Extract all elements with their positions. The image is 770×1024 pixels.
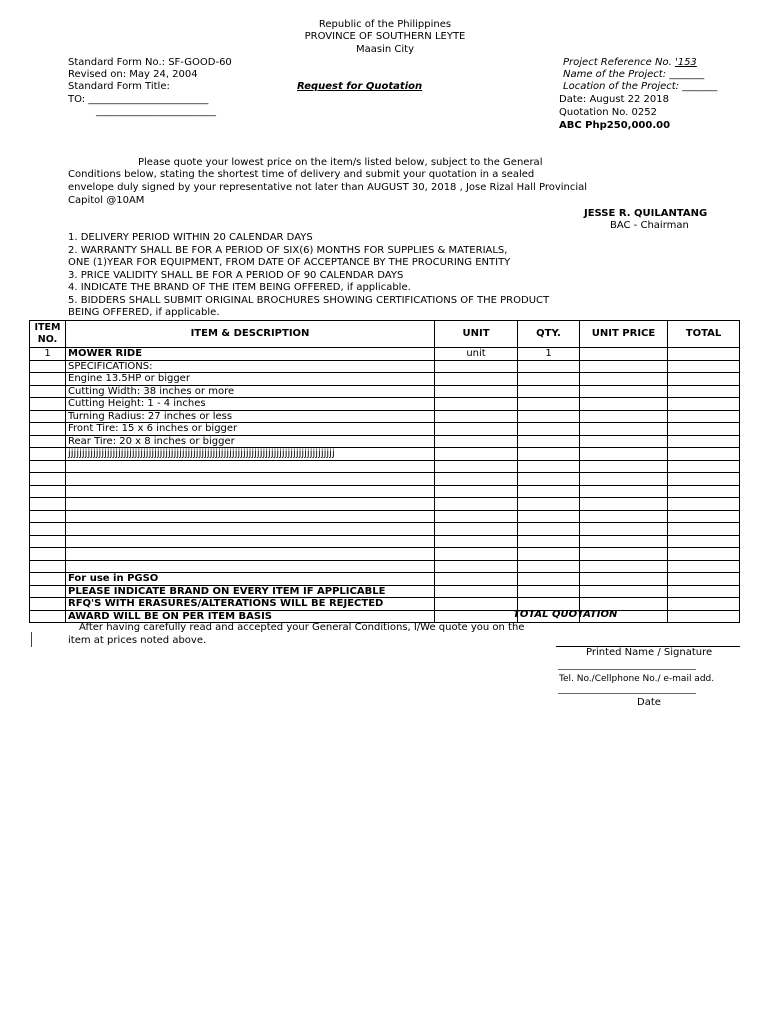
- unit-price-cell: [580, 448, 668, 461]
- unit-price-cell: [580, 435, 668, 448]
- item-no-cell: [30, 423, 66, 436]
- table-row: [30, 410, 740, 423]
- item-no-cell: [30, 585, 66, 598]
- qty-cell: [518, 548, 580, 561]
- table-row: [30, 460, 740, 473]
- qty-cell: [518, 423, 580, 436]
- unit-cell: [435, 435, 518, 448]
- item-no-cell: [30, 598, 66, 611]
- margin-marker: [31, 632, 32, 647]
- description-cell: Rear Tire: 20 x 8 inches or bigger: [66, 435, 435, 448]
- item-no-cell: [30, 523, 66, 536]
- date-line: [558, 693, 696, 694]
- item-no-cell: [30, 548, 66, 561]
- project-reference-value: '153: [674, 57, 697, 68]
- unit-cell: [435, 360, 518, 373]
- revised-date: Revised on: May 24, 2004: [68, 69, 198, 80]
- total-cell: [668, 585, 740, 598]
- header-item-no: ITEM NO.: [30, 321, 66, 348]
- unit-cell: [435, 385, 518, 398]
- table-row: [30, 610, 740, 623]
- to-field-line2: ________________________: [96, 106, 216, 117]
- header-unit: UNIT: [435, 321, 518, 348]
- description-cell: [66, 523, 435, 536]
- table-row: [30, 548, 740, 561]
- quotation-number: Quotation No. 0252: [559, 107, 657, 118]
- description-cell: [66, 473, 435, 486]
- condition-item: BEING OFFERED, if applicable.: [68, 307, 220, 318]
- description-cell: Cutting Width: 38 inches or more: [66, 385, 435, 398]
- signatory-title: BAC - Chairman: [610, 220, 689, 231]
- total-cell: [668, 560, 740, 573]
- unit-price-cell: [580, 548, 668, 561]
- total-cell: [668, 535, 740, 548]
- table-row: [30, 560, 740, 573]
- condition-item: 3. PRICE VALIDITY SHALL BE FOR A PERIOD OF 90 CALENDAR DAYS: [68, 270, 404, 281]
- total-cell: [668, 510, 740, 523]
- project-reference: [563, 57, 697, 69]
- total-cell: [668, 423, 740, 436]
- header-total: TOTAL: [668, 321, 740, 348]
- unit-price-cell: [580, 510, 668, 523]
- unit-cell: [435, 535, 518, 548]
- unit-price-cell: [580, 348, 668, 361]
- qty-cell: [518, 398, 580, 411]
- unit-cell: [435, 398, 518, 411]
- qty-cell: [518, 460, 580, 473]
- republic-text: Republic of the Philippines: [318, 19, 452, 30]
- qty-cell: [518, 435, 580, 448]
- total-cell: [668, 573, 740, 586]
- intro-line-4: Capitol @10AM: [68, 195, 145, 206]
- qty-cell: [518, 573, 580, 586]
- description-cell: [66, 535, 435, 548]
- description-cell: Engine 13.5HP or bigger: [66, 373, 435, 386]
- table-row: [30, 360, 740, 373]
- total-cell: [668, 548, 740, 561]
- condition-item: ONE (1)YEAR FOR EQUIPMENT, FROM DATE OF ACCEPTANCE BY THE PROCURING ENTITY: [68, 257, 511, 268]
- item-no-cell: [30, 410, 66, 423]
- date-label: Date: [637, 697, 661, 708]
- description-cell: RFQ'S WITH ERASURES/ALTERATIONS WILL BE REJECTED: [66, 598, 435, 611]
- total-cell: [668, 473, 740, 486]
- intro-line-1: Please quote your lowest price on the item/s listed below, subject to the General: [138, 157, 543, 168]
- quotation-date: Date: August 22 2018: [559, 94, 669, 105]
- unit-cell: [435, 560, 518, 573]
- table-row: [30, 510, 740, 523]
- item-no-cell: [30, 360, 66, 373]
- table-row: [30, 348, 740, 361]
- item-no-cell: [30, 398, 66, 411]
- table-row: [30, 385, 740, 398]
- description-cell: For use in PGSO: [66, 573, 435, 586]
- description-cell: jjjjjjjjjjjjjjjjjjjjjjjjjjjjjjjjjjjjjjjjjjjjjjjjjjjjjjjjjjjjjjjjjjjjjjjjjjjjjjjjjjjjjjjjjjjjjjjj: [66, 448, 435, 461]
- unit-cell: [435, 548, 518, 561]
- project-location: Location of the Project: _______: [563, 81, 718, 92]
- qty-cell: [518, 385, 580, 398]
- condition-item: 2. WARRANTY SHALL BE FOR A PERIOD OF SIX(6) MONTHS FOR SUPPLIES & MATERIALS,: [68, 245, 508, 256]
- total-cell: [668, 398, 740, 411]
- unit-price-cell: [580, 398, 668, 411]
- tel-line: [558, 669, 696, 670]
- description-cell: PLEASE INDICATE BRAND ON EVERY ITEM IF APPLICABLE: [66, 585, 435, 598]
- unit-price-cell: [580, 423, 668, 436]
- description-cell: [66, 548, 435, 561]
- description-cell: Turning Radius: 27 inches or less: [66, 410, 435, 423]
- unit-price-cell: [580, 498, 668, 511]
- unit-cell: unit: [435, 348, 518, 361]
- description-cell: Front Tire: 15 x 6 inches or bigger: [66, 423, 435, 436]
- qty-cell: [518, 373, 580, 386]
- total-cell: [668, 598, 740, 611]
- item-no-cell: [30, 510, 66, 523]
- header-qty: QTY.: [518, 321, 580, 348]
- form-title-label: Standard Form Title:: [68, 81, 170, 92]
- item-no-cell: [30, 435, 66, 448]
- total-cell: [668, 460, 740, 473]
- header-unit-price: UNIT PRICE: [580, 321, 668, 348]
- description-cell: [66, 510, 435, 523]
- unit-cell: [435, 573, 518, 586]
- condition-item: 1. DELIVERY PERIOD WITHIN 20 CALENDAR DAYS: [68, 232, 313, 243]
- unit-cell: [435, 498, 518, 511]
- project-name: Name of the Project: _______: [563, 69, 705, 80]
- unit-cell: [435, 448, 518, 461]
- table-row: [30, 423, 740, 436]
- item-no-cell: [30, 473, 66, 486]
- description-cell: SPECIFICATIONS:: [66, 360, 435, 373]
- closing-line-2: item at prices noted above.: [68, 635, 207, 646]
- unit-price-cell: [580, 535, 668, 548]
- table-row: [30, 498, 740, 511]
- table-row: [30, 585, 740, 598]
- description-cell: AWARD WILL BE ON PER ITEM BASIS: [66, 610, 435, 623]
- description-cell: [66, 460, 435, 473]
- abc-amount: ABC Php250,000.00: [559, 120, 671, 131]
- qty-cell: [518, 448, 580, 461]
- item-no-cell: 1: [30, 348, 66, 361]
- table-row: [30, 435, 740, 448]
- closing-line-1: After having carefully read and accepted your General Conditions, I/We quote you on the: [79, 622, 525, 633]
- city-text: Maasin City: [356, 44, 414, 55]
- item-no-cell: [30, 560, 66, 573]
- total-cell: [668, 348, 740, 361]
- printed-name-label: Printed Name / Signature: [586, 647, 713, 658]
- unit-price-cell: [580, 585, 668, 598]
- unit-price-cell: [580, 560, 668, 573]
- description-cell: [66, 560, 435, 573]
- form-number: Standard Form No.: SF-GOOD-60: [68, 57, 232, 68]
- item-no-cell: [30, 385, 66, 398]
- unit-cell: [435, 510, 518, 523]
- document-title: Request for Quotation: [297, 81, 423, 92]
- intro-line-3: envelope duly signed by your representative not later than AUGUST 30, 2018 , Jose Rizal Hall Provincial: [68, 182, 588, 193]
- total-cell: [668, 435, 740, 448]
- total-cell: [668, 498, 740, 511]
- qty-cell: [518, 510, 580, 523]
- unit-price-cell: [580, 523, 668, 536]
- items-table: [29, 320, 740, 623]
- qty-cell: [518, 523, 580, 536]
- item-no-cell: [30, 498, 66, 511]
- unit-price-cell: [580, 485, 668, 498]
- table-row: [30, 473, 740, 486]
- qty-cell: [518, 473, 580, 486]
- qty-cell: [518, 485, 580, 498]
- unit-price-cell: [580, 385, 668, 398]
- item-no-cell: [30, 460, 66, 473]
- description-cell: [66, 498, 435, 511]
- unit-price-cell: [580, 410, 668, 423]
- unit-cell: [435, 373, 518, 386]
- total-cell: [668, 523, 740, 536]
- qty-cell: [518, 560, 580, 573]
- qty-cell: [518, 410, 580, 423]
- total-quotation-label: TOTAL QUOTATION: [513, 609, 618, 620]
- table-row: [30, 523, 740, 536]
- project-reference-label: Project Reference No.: [563, 57, 675, 68]
- item-no-cell: [30, 373, 66, 386]
- total-cell: [668, 448, 740, 461]
- unit-cell: [435, 585, 518, 598]
- header-description: ITEM & DESCRIPTION: [66, 321, 435, 348]
- signatory-name: JESSE R. QUILANTANG: [584, 208, 708, 219]
- unit-cell: [435, 473, 518, 486]
- description-cell: Cutting Height: 1 - 4 inches: [66, 398, 435, 411]
- condition-item: 5. BIDDERS SHALL SUBMIT ORIGINAL BROCHURES SHOWING CERTIFICATIONS OF THE PRODUCT: [68, 295, 550, 306]
- total-cell: [668, 610, 740, 623]
- intro-line-2: Conditions below, stating the shortest time of delivery and submit your quotation in a sealed: [68, 169, 535, 180]
- total-cell: [668, 385, 740, 398]
- table-row: [30, 398, 740, 411]
- qty-cell: [518, 585, 580, 598]
- province-text: PROVINCE OF SOUTHERN LEYTE: [304, 31, 466, 42]
- total-cell: [668, 410, 740, 423]
- unit-cell: [435, 410, 518, 423]
- table-row: [30, 448, 740, 461]
- unit-price-cell: [580, 460, 668, 473]
- qty-cell: [518, 360, 580, 373]
- item-no-cell: [30, 573, 66, 586]
- description-cell: MOWER RIDE: [66, 348, 435, 361]
- unit-cell: [435, 523, 518, 536]
- table-row: [30, 485, 740, 498]
- condition-item: 4. INDICATE THE BRAND OF THE ITEM BEING OFFERED, if applicable.: [68, 282, 411, 293]
- total-cell: [668, 373, 740, 386]
- total-cell: [668, 485, 740, 498]
- unit-price-cell: [580, 573, 668, 586]
- item-no-cell: [30, 485, 66, 498]
- table-row: [30, 535, 740, 548]
- table-row: [30, 373, 740, 386]
- unit-cell: [435, 610, 518, 623]
- to-field: TO: ________________________: [68, 94, 209, 105]
- item-no-cell: [30, 448, 66, 461]
- unit-cell: [435, 460, 518, 473]
- tel-label: Tel. No./Cellphone No./ e-mail add.: [559, 674, 715, 684]
- description-cell: [66, 485, 435, 498]
- qty-cell: 1: [518, 348, 580, 361]
- unit-cell: [435, 485, 518, 498]
- table-row: [30, 573, 740, 586]
- qty-cell: [518, 498, 580, 511]
- unit-price-cell: [580, 473, 668, 486]
- unit-price-cell: [580, 360, 668, 373]
- unit-cell: [435, 598, 518, 611]
- item-no-cell: [30, 610, 66, 623]
- qty-cell: [518, 535, 580, 548]
- unit-price-cell: [580, 373, 668, 386]
- total-cell: [668, 360, 740, 373]
- unit-cell: [435, 423, 518, 436]
- item-no-cell: [30, 535, 66, 548]
- table-header-row: [30, 321, 740, 348]
- table-row: [30, 598, 740, 611]
